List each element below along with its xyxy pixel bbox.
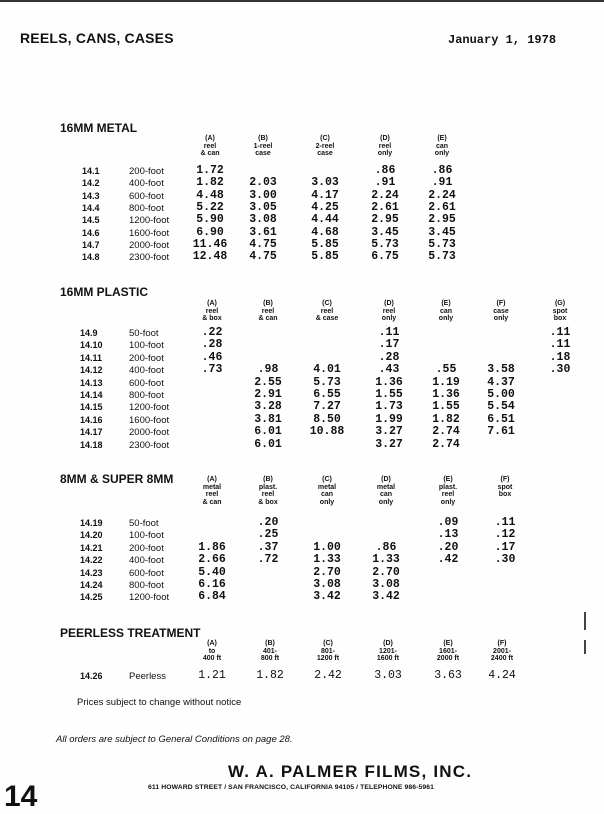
price-cell: .43 [378,363,400,377]
price-cell: .22 [201,326,223,339]
price-cell: .72 [257,553,279,567]
price-cell: 2.61 [428,200,456,214]
item-size: 1200-foot [129,592,170,604]
column-header: (C) 801- 1200 ft [316,640,340,662]
price-cell: 3.42 [313,590,341,604]
item-size: 200-foot [129,352,164,364]
price-cell: 5.90 [196,213,224,227]
price-cell: 7.27 [313,400,341,414]
price-cell: 2.55 [254,375,282,389]
edge-mark [584,640,586,654]
item-code: 14.20 [80,530,103,541]
item-size: 2300-foot [129,252,170,264]
price-cell: 3.00 [249,188,277,202]
price-cell: 1.82 [432,412,460,426]
price-cell: .20 [257,516,279,529]
item-size: 2300-foot [129,439,170,451]
price-cell: .98 [257,363,279,377]
company-name: W. A. PALMER FILMS, INC. [228,762,473,781]
item-size: 200-foot [129,542,164,554]
item-size: 50-foot [129,518,159,529]
price-cell: 4.75 [249,237,277,251]
item-code: 14.22 [80,555,103,566]
price-cell: .37 [257,540,279,554]
column-header: (D) metal can only [376,476,396,506]
item-size: 400-foot [129,365,164,377]
item-code: 14.10 [80,340,103,351]
item-code: 14.19 [80,518,103,528]
column-header: (F) case only [493,300,509,322]
column-header: (D) reel only [381,300,397,322]
price-cell: 1.55 [375,388,403,401]
item-size: 100-foot [129,340,164,352]
column-header: (E) 1601- 2000 ft [436,640,460,662]
price-cell: 5.00 [487,388,515,401]
price-cell: 4.48 [196,188,224,202]
price-cell: 6.16 [198,578,226,591]
column-header: (A) reel & box [202,300,222,322]
price-cell: 5.73 [313,375,341,389]
column-header: (B) 401- 800 ft [260,640,280,662]
price-cell: .30 [494,553,516,567]
page-heading: REELS, CANS, CASES [20,30,174,46]
item-code: 14.7 [82,239,100,250]
price-cell: 6.75 [371,250,399,264]
price-cell: 1.82 [196,176,224,190]
price-cell: .86 [431,164,453,177]
price-cell: 4.01 [313,363,341,377]
price-cell: 5.73 [428,250,456,264]
price-cell: 2.95 [371,213,399,227]
item-size: 800-foot [129,202,164,214]
item-code: 14.15 [80,402,103,413]
item-code: 14.25 [80,592,103,603]
price-cell: .20 [437,540,459,554]
price-cell: 6.01 [254,437,282,451]
price-cell: 6.01 [254,425,282,439]
price-cell: 2.91 [254,388,282,401]
price-cell: 2.03 [249,176,277,190]
item-code: 14.3 [82,190,100,201]
price-cell: 2.95 [428,213,456,227]
column-header: (A) to 400 ft [202,640,222,662]
column-header: (F) spot box [497,476,513,498]
item-code: 14.9 [80,328,98,338]
price-cell: 2.24 [428,188,456,202]
conditions-note: All orders are subject to General Conditions on page 28. [56,734,293,745]
column-header: (A) reel & can [200,135,220,157]
column-header: (E) can only [434,135,450,157]
item-size: 400-foot [129,555,164,567]
item-code: 14.5 [82,215,100,226]
price-cell: 2.61 [371,200,399,214]
column-header: (E) plast. reel only [438,476,458,506]
page-date: January 1, 1978 [448,33,557,47]
item-code: 14.17 [80,427,103,438]
price-cell: 1.33 [372,553,400,567]
price-cell: .17 [494,540,516,554]
column-header: (D) reel only [377,135,393,157]
price-cell: .18 [549,350,571,364]
price-cell: 4.75 [249,250,277,264]
section-title: PEERLESS TREATMENT [60,626,201,640]
price-cell: .73 [201,363,223,377]
price-cell: 3.58 [487,363,515,377]
item-code: 14.21 [80,542,103,553]
item-size: Peerless [129,671,166,682]
price-cell: 4.17 [311,188,339,202]
price-cell: 2.24 [371,188,399,202]
price-cell: 1.21 [198,669,226,682]
price-cell: 5.73 [371,237,399,251]
column-header: (D) 1201- 1600 ft [376,640,400,662]
item-code: 14.16 [80,414,103,425]
item-size: 800-foot [129,390,164,401]
column-header: (B) plast. reel & box [258,476,278,506]
price-cell: 3.81 [254,412,282,426]
company-address: 611 HOWARD STREET / SAN FRANCISCO, CALIFORNIA 94105 / TELEPHONE 986-5961 [148,784,435,791]
column-header: (F) 2001- 2400 ft [490,640,514,662]
price-cell: 6.84 [198,590,226,604]
price-cell: 2.74 [432,437,460,451]
price-cell: 5.85 [311,250,339,264]
item-code: 14.14 [80,390,103,400]
item-code: 14.18 [80,439,103,450]
item-code: 14.2 [82,178,100,189]
price-cell: 4.25 [311,200,339,214]
price-cell: 3.45 [371,225,399,239]
item-size: 200-foot [129,166,164,177]
price-cell: .30 [549,363,571,377]
price-cell: 1.36 [375,375,403,389]
item-size: 400-foot [129,178,164,190]
item-code: 14.4 [82,202,100,213]
price-cell: 3.27 [375,437,403,451]
price-cell: .28 [201,338,223,352]
item-size: 1600-foot [129,227,170,239]
price-cell: 1.86 [198,540,226,554]
price-cell: .09 [437,516,459,529]
item-code: 14.24 [80,580,103,590]
item-code: 14.6 [82,227,100,238]
item-size: 1600-foot [129,414,170,426]
price-cell: 3.03 [311,176,339,190]
price-cell: 1.72 [196,164,224,177]
price-cell: 5.22 [196,200,224,214]
price-cell: 3.61 [249,225,277,239]
item-size: 800-foot [129,580,164,591]
price-cell: 12.48 [192,250,228,264]
price-cell: .46 [201,350,223,364]
column-header: (C) metal can only [317,476,337,506]
price-cell: 1.99 [375,412,403,426]
price-cell: 4.44 [311,213,339,227]
top-rule [0,0,604,2]
item-code: 14.26 [80,671,103,681]
price-cell: 11.46 [192,237,228,251]
price-cell: 7.61 [487,425,515,439]
price-cell: 8.50 [313,412,341,426]
price-cell: 5.54 [487,400,515,414]
item-size: 1200-foot [129,215,170,227]
item-size: 600-foot [129,567,164,579]
price-cell: 1.36 [432,388,460,401]
price-cell: .28 [378,350,400,364]
price-cell: .91 [431,176,453,190]
item-size: 50-foot [129,328,159,339]
column-header: (E) can only [438,300,454,322]
price-cell: 2.70 [372,565,400,579]
price-cell: 1.33 [313,553,341,567]
price-cell: .91 [374,176,396,190]
price-cell: .13 [437,528,459,542]
price-cell: 1.00 [313,540,341,554]
price-cell: 10.88 [309,425,345,439]
price-cell: 1.82 [256,669,284,682]
item-code: 14.13 [80,377,103,388]
price-cell: 3.08 [313,578,341,591]
price-cell: 1.73 [375,400,403,414]
section-title: 16MM PLASTIC [60,285,149,299]
price-cell: 6.90 [196,225,224,239]
page-number: 14 [4,780,38,813]
price-cell: 3.27 [375,425,403,439]
price-cell: .12 [494,528,516,542]
item-size: 600-foot [129,377,164,389]
price-cell: 3.08 [249,213,277,227]
item-code: 14.11 [80,352,103,363]
section-title: 16MM METAL [60,121,138,135]
price-cell: 1.55 [432,400,460,414]
price-cell: 3.42 [372,590,400,604]
price-cell: .11 [494,516,516,529]
item-size: 100-foot [129,530,164,542]
price-cell: 5.85 [311,237,339,251]
price-cell: 4.68 [311,225,339,239]
price-cell: .17 [378,338,400,352]
column-header: (B) reel & can [258,300,278,322]
price-cell: .42 [437,553,459,567]
price-cell: 5.40 [198,565,226,579]
item-code: 14.23 [80,567,103,578]
price-cell: 3.08 [372,578,400,591]
price-cell: .11 [378,326,400,339]
column-header: (G) spot box [552,300,568,322]
price-cell: 3.28 [254,400,282,414]
price-cell: .55 [435,363,457,377]
item-size: 2000-foot [129,427,170,439]
price-cell: 2.74 [432,425,460,439]
price-note: Prices subject to change without notice [77,697,242,708]
price-cell: 5.73 [428,237,456,251]
item-code: 14.1 [82,166,100,176]
price-cell: 1.19 [432,375,460,389]
price-cell: 2.70 [313,565,341,579]
column-header: (C) reel & case [315,300,339,322]
column-header: (B) 1-reel case [253,135,273,157]
price-cell: 4.37 [487,375,515,389]
price-cell: 4.24 [488,669,516,682]
item-size: 1200-foot [129,402,170,414]
price-cell: 2.66 [198,553,226,567]
price-cell: 3.03 [374,669,402,682]
item-size: 600-foot [129,190,164,202]
item-code: 14.8 [82,252,100,263]
item-size: 2000-foot [129,239,170,251]
price-cell: .86 [374,164,396,177]
price-cell: 3.05 [249,200,277,214]
price-cell: 3.63 [434,669,462,682]
item-code: 14.12 [80,365,103,376]
column-header: (C) 2-reel case [315,135,335,157]
price-cell: .11 [549,326,571,339]
price-cell: 2.42 [314,669,342,682]
section-title: 8MM & SUPER 8MM [60,472,174,486]
edge-mark [584,612,586,630]
price-cell: 6.55 [313,388,341,401]
price-cell: 3.45 [428,225,456,239]
price-cell: .25 [257,528,279,542]
price-cell: .86 [375,540,397,554]
price-cell: 6.51 [487,412,515,426]
price-cell: .11 [549,338,571,352]
column-header: (A) metal reel & can [202,476,222,506]
